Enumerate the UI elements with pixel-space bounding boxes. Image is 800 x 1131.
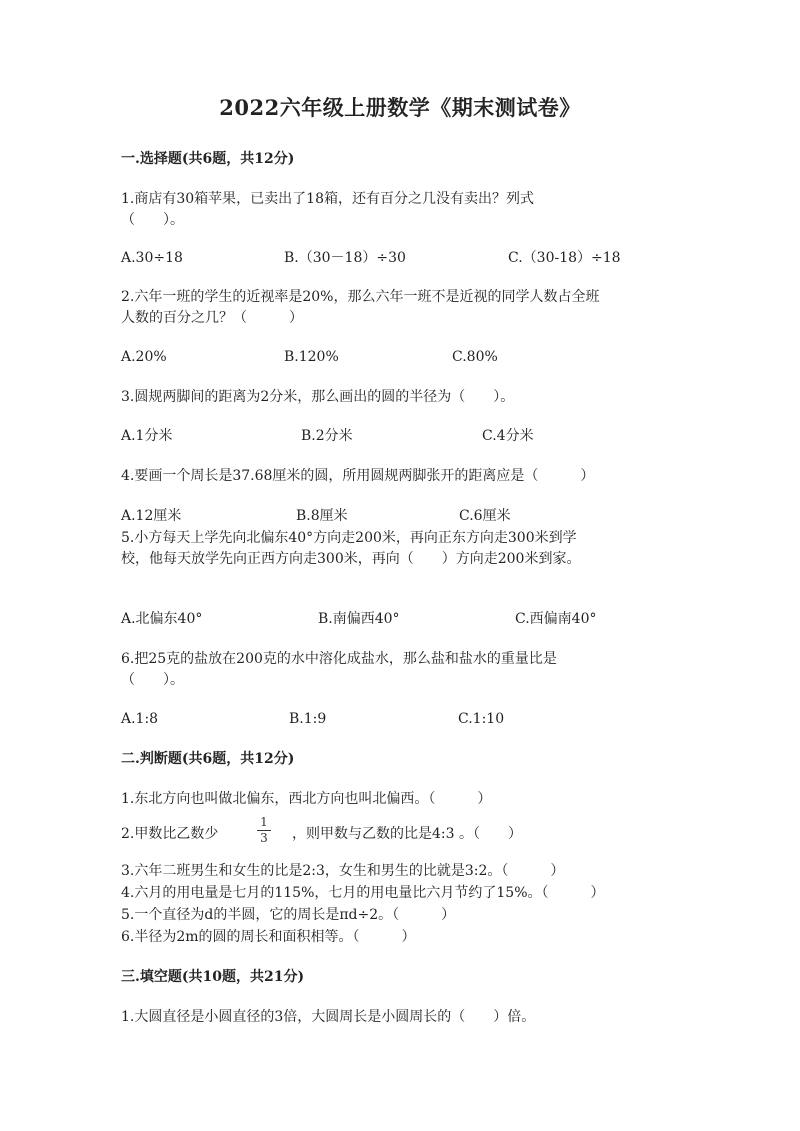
answer-option: C.1:10 <box>458 711 505 727</box>
question-text: 3.圆规两脚间的距离为2分米，那么画出的圆的半径为（ ）。 <box>121 389 515 405</box>
answer-option: B.120% <box>284 349 339 365</box>
answer-option: B.8厘米 <box>296 508 348 524</box>
answer-option: C.6厘米 <box>459 508 511 524</box>
fraction-denominator: 3 <box>260 831 268 845</box>
answer-option: B.1:9 <box>289 711 327 727</box>
page-title: 2022六年级上册数学《期末测试卷》 <box>219 95 581 120</box>
question-text: 6.把25克的盐放在200克的水中溶化成盐水，那么盐和盐水的重量比是 <box>121 651 557 667</box>
question-text: 4.要画一个周长是37.68厘米的圆，所用圆规两脚张开的距离应是（ ） <box>121 468 595 484</box>
answer-option: B.（30－18）÷30 <box>284 250 406 266</box>
question-text: 4.六月的用电量是七月的115%，七月的用电量比六月节约了15%。（ ） <box>121 885 605 901</box>
question-text: 6.半径为2m的圆的周长和面积相等。（ ） <box>121 929 416 945</box>
answer-option: C.4分米 <box>482 428 534 444</box>
fraction-numerator: 1 <box>260 815 268 829</box>
answer-option: C.西偏南40° <box>515 611 597 627</box>
section-header-fill: 三.填空题(共10题，共21分) <box>121 969 305 985</box>
question-text: 1.东北方向也叫做北偏东，西北方向也叫北偏西。（ ） <box>121 791 492 807</box>
answer-option: A.1分米 <box>121 428 173 444</box>
question-text: 人数的百分之几？（ ） <box>121 310 303 326</box>
answer-option: A.北偏东40° <box>121 611 203 627</box>
question-text: ，则甲数与乙数的比是4:3 。（ ） <box>292 826 522 842</box>
section-header-judge: 二.判断题(共6题，共12分) <box>121 751 295 767</box>
question-text: 1.商店有30箱苹果，已卖出了18箱，还有百分之几没有卖出？列式 <box>121 191 534 207</box>
question-text: 5.小方每天上学先向北偏东40°方向走200米，再向正东方向走300米到学 <box>121 530 577 546</box>
question-text: 2.六年一班的学生的近视率是20%，那么六年一班不是近视的同学人数占全班 <box>121 289 600 305</box>
question-text: （ ）。 <box>121 212 184 228</box>
fraction <box>257 816 271 845</box>
answer-option: A.12厘米 <box>121 508 182 524</box>
question-text: 2.甲数比乙数少 <box>121 826 219 842</box>
section-header-choice: 一.选择题(共6题，共12分) <box>121 151 295 167</box>
answer-option: A.1:8 <box>121 711 159 727</box>
answer-option: B.南偏西40° <box>318 611 400 627</box>
question-text: （ ）。 <box>121 672 184 688</box>
answer-option: A.20% <box>121 349 167 365</box>
answer-option: A.30÷18 <box>121 250 183 266</box>
question-text: 1.大圆直径是小圆直径的3倍，大圆周长是小圆周长的（ ）倍。 <box>121 1009 536 1025</box>
question-text: 3.六年二班男生和女生的比是2:3，女生和男生的比就是3:2。（ ） <box>121 863 565 879</box>
answer-option: B.2分米 <box>301 428 353 444</box>
answer-option: C.（30-18）÷18 <box>508 250 621 266</box>
question-text: 校，他每天放学先向正西方向走300米，再向（ ）方向走200米到家。 <box>121 551 581 567</box>
answer-option: C.80% <box>452 349 498 365</box>
question-text: 5.一个直径为d的半圆，它的周长是πd÷2。（ ） <box>121 907 456 923</box>
